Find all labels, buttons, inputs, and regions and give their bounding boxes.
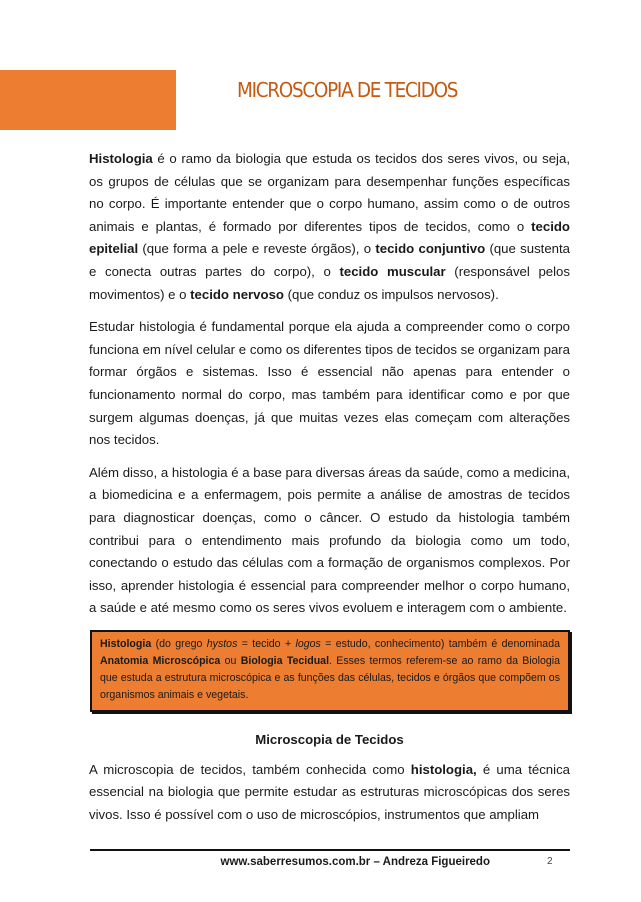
- italic-term: logos: [295, 637, 321, 650]
- footer-text: www.saberresumos.com.br – Andreza Figueiredo: [220, 856, 490, 868]
- italic-term: hystos: [206, 637, 238, 650]
- text-run: A microscopia de tecidos, também conhecida como: [89, 761, 411, 777]
- text-run: ou: [220, 654, 241, 667]
- paragraph: [89, 759, 570, 827]
- definition-box: [90, 630, 570, 712]
- text-run: Estudar histologia é fundamental porque ela ajuda a compreender como o corpo funciona em nível celular e como os diferentes tipos de tecidos se organizam para formar órgãos e sistemas. Isso é essencial não apenas para entender o funcionamento normal do corpo, mas também para identificar como e por que surgem algumas doenças, já que muitas vezes elas começam com alterações nos tecidos.: [89, 319, 570, 448]
- bold-term: tecido conjuntivo: [375, 241, 486, 257]
- paragraph: [89, 462, 570, 620]
- content-body: [89, 148, 570, 837]
- text-run: (responsável pelos movimentos) e o: [89, 263, 570, 302]
- text-run: = tecido +: [237, 637, 296, 650]
- page-title: MICROSCOPIA DE TECIDOS: [237, 78, 458, 102]
- paragraph: [89, 148, 570, 306]
- section-paragraphs: [89, 759, 570, 827]
- bold-term: Anatomia Microscópica: [100, 654, 221, 667]
- text-run: é uma técnica essencial na biologia que permite estudar as estruturas microscópicas dos seres vivos. Isso é possível com o uso de microscópios, instrumentos que ampliam: [89, 761, 570, 823]
- text-run: Além disso, a histologia é a base para diversas áreas da saúde, como a medicina, a biomedicina e a enfermagem, pois permite a análise de amostras de tecidos para diagnosticar doenças, como o câncer. O estudo da histologia também contribui para o entendimento mais profundo da biologia como um todo, conectando o estudo das células com a formação de organismos complexos. Por isso, aprender histologia é essencial para compreender melhor o corpo humano, a saúde e até mesmo como os seres vivos evoluem e interagem com o ambiente.: [89, 464, 570, 616]
- bold-term: tecido nervoso: [190, 286, 284, 302]
- text-run: = estudo, conhecimento) também é denominada: [320, 637, 560, 650]
- text-run: (que sustenta e conecta outras partes do corpo), o: [89, 241, 570, 279]
- header-accent-band: [0, 70, 176, 130]
- bold-term: histologia,: [410, 761, 477, 777]
- paragraph: [89, 316, 570, 452]
- text-run: (que conduz os impulsos nervosos).: [283, 286, 499, 302]
- bold-term: Biologia Tecidual: [240, 654, 330, 667]
- section-heading: Microscopia de Tecidos: [255, 731, 404, 747]
- text-run: é o ramo da biologia que estuda os tecidos dos seres vivos, ou seja, os grupos de células que se organizam para desempenhar funções específicas no corpo. É importante entender que o corpo humano, assim como o de outros animais e plantas, é formado por diferentes tipos de tecidos, como o: [89, 151, 570, 234]
- page-number: 2: [547, 856, 553, 867]
- text-run: (do grego: [151, 637, 207, 650]
- bold-term: tecido muscular: [339, 263, 446, 279]
- bold-term: Histologia: [100, 637, 152, 650]
- text-run: . Esses termos referem-se ao ramo da Biologia que estuda a estrutura microscópica e as funções das células, tecidos e órgãos que compõem os organismos animais e vegetais.: [100, 654, 561, 701]
- intro-paragraphs: [89, 148, 570, 620]
- bold-term: Histologia: [89, 151, 153, 166]
- bold-term: tecido epitelial: [89, 218, 570, 257]
- text-run: (que forma a pele e reveste órgãos), o: [138, 241, 376, 257]
- footer-divider: [90, 849, 570, 851]
